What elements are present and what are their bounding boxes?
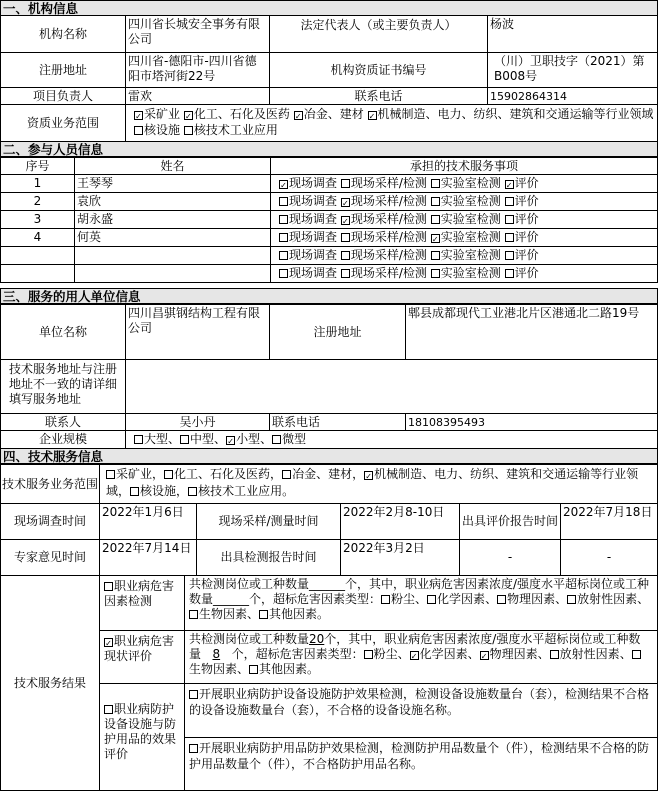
r1-factor-check-4[interactable] (567, 595, 576, 604)
size-options: 大型、 中型、✓ 小型、 微型 (125, 430, 658, 449)
qual-scope-options: ✓ 采矿业 ✓ 化工、石化及医药 ✓ 冶金、建材 ✓ 机械制造、电力、纺织、建筑和交通运输等行业领域 核设施 核技术工业应用 (125, 104, 658, 142)
tech-scope-check-6[interactable] (188, 487, 197, 496)
task-check[interactable] (505, 269, 514, 278)
task-label: 评价 (514, 248, 539, 262)
staff-row-no: 3 (0, 210, 75, 229)
r2-factor-check-1[interactable] (364, 650, 373, 659)
task-label: 评价 (514, 194, 539, 208)
r1-factor-check-6[interactable] (259, 610, 268, 619)
tech-scope-check-1[interactable] (106, 470, 115, 479)
client-name-label: 单位名称 (0, 304, 126, 360)
r2-count: 20 (309, 632, 325, 646)
task-check[interactable]: ✓ (431, 235, 439, 244)
r2-factor-check-2[interactable]: ✓ (410, 652, 418, 661)
eval-report-time-value: 2022年7月18日 (560, 503, 658, 540)
org-phone-label: 联系电话 (269, 87, 488, 105)
test-report-time-value: 2022年3月2日 (340, 539, 460, 576)
client-phone-value: 18108395493 (405, 413, 658, 431)
pm-label: 项目负责人 (0, 87, 126, 105)
expert-time-label: 专家意见时间 (0, 539, 100, 576)
tech-scope-check-4[interactable]: ✓ (365, 472, 372, 481)
task-check[interactable]: ✓ (280, 181, 287, 190)
task-label: 实验室检测 (440, 194, 501, 208)
r2-label-cell: ✓ 职业病危害现状评价 (99, 630, 185, 684)
expert-time-value: 2022年7月14日 (99, 539, 197, 576)
task-label: 现场调查 (289, 266, 338, 280)
dash-cell-1: - (459, 539, 561, 576)
test-report-time-label: 出具检测报告时间 (196, 539, 341, 576)
task-label: 现场采样/检测 (350, 176, 427, 190)
section-client-header: 三、服务的用人单位信息 (0, 288, 658, 304)
contact-value: 吴小丹 (125, 413, 270, 431)
tech-scope-check-3[interactable] (282, 470, 291, 479)
task-check[interactable] (505, 233, 514, 242)
task-label: 实验室检测 (440, 212, 501, 226)
task-check[interactable] (279, 215, 288, 224)
task-check[interactable] (505, 197, 514, 206)
qual-scope-check-4[interactable]: ✓ (368, 112, 376, 121)
task-check[interactable] (431, 179, 440, 188)
size-label: 企业规模 (0, 430, 126, 449)
qual-scope-label: 资质业务范围 (0, 104, 126, 142)
org-name-value: 四川省长城安全事务有限公司 (125, 15, 270, 53)
r1-label-cell: 职业病危害因素检测 (99, 575, 185, 631)
task-check[interactable] (505, 215, 514, 224)
r3-sub-check-1[interactable] (189, 690, 198, 699)
staff-row-tasks (270, 228, 658, 247)
task-label: 实验室检测 (440, 230, 501, 244)
staff-col-name: 姓名 (74, 157, 271, 175)
size-check-1[interactable] (134, 435, 143, 444)
contact-label: 联系人 (0, 413, 126, 431)
client-addr-label: 注册地址 (269, 304, 406, 360)
task-check[interactable] (431, 215, 440, 224)
task-label: 现场调查 (289, 230, 338, 244)
task-check[interactable] (431, 197, 440, 206)
r3-text-1: 开展职业病防护设备设施防护效果检测，检测设备设施数量台（套），检测结果不合格的设备设施数量台（套），不合格的设备设施名称。 (184, 683, 658, 738)
staff-col-tasks: 承担的技术服务事项 (270, 157, 658, 175)
task-label: 现场采样/检测 (350, 248, 427, 262)
task-label: 实验室检测 (440, 266, 501, 280)
task-label: 现场采样/检测 (350, 230, 427, 244)
r1-factor-check-1[interactable] (381, 595, 390, 604)
staff-row-no (0, 264, 75, 283)
cert-no-label: 机构资质证书编号 (269, 52, 488, 88)
task-check[interactable] (279, 197, 288, 206)
r2-text: 共检测岗位或工种数量20个，其中，职业病危害因素浓度/强度水平超标岗位或工种数量 8 个，超标危害因素类型： 粉尘、✓ 化学因素、✓ 物理因素、 放射性因素、生物因素、 其他因素。 (184, 630, 658, 684)
staff-row-tasks (270, 210, 658, 229)
r2-factor-check-6[interactable] (249, 665, 258, 674)
task-check[interactable] (505, 251, 514, 260)
section-tech-header: 四、技术服务信息 (0, 448, 658, 464)
staff-row-no (0, 246, 75, 265)
task-check[interactable] (341, 269, 350, 278)
r2-factor-check-5[interactable] (632, 650, 641, 659)
cert-no-value: （川）卫职技字（2021）第B008号 (487, 52, 658, 88)
survey-time-value: 2022年1月6日 (99, 503, 197, 540)
task-check[interactable] (431, 251, 440, 260)
tech-scope-label: 技术服务业务范围 (0, 464, 100, 504)
r3-label-cell: 职业病防护设备设施与防护用品的效果评价 (99, 683, 185, 791)
legal-rep-label: 法定代表人（或主要负责人） (269, 15, 488, 53)
task-check[interactable] (341, 251, 350, 260)
task-check[interactable]: ✓ (341, 217, 349, 226)
results-label: 技术服务结果 (0, 575, 100, 791)
task-label: 评价 (514, 176, 539, 190)
service-addr-label: 技术服务地址与注册地址不一致的请详细填写服务地址 (0, 359, 126, 414)
task-check[interactable] (341, 233, 350, 242)
org-phone-value: 15902864314 (487, 87, 658, 105)
qual-scope-check-3[interactable]: ✓ (294, 112, 302, 121)
client-addr-value: 郫县成都现代工业港北片区港通北二路19号 (405, 304, 658, 360)
staff-row-no: 1 (0, 174, 75, 193)
size-check-3[interactable]: ✓ (227, 437, 234, 446)
staff-row-no: 4 (0, 228, 75, 247)
staff-row-name (74, 246, 271, 265)
org-name-label: 机构名称 (0, 15, 126, 53)
staff-row-name: 胡永盛 (74, 210, 271, 229)
r3-text-2: 开展职业病防护用品防护效果检测，检测防护用品数量个（件），检测结果不合格的防护用品数量个（件），不合格防护用品名称。 (184, 737, 658, 791)
tech-scope-check-5[interactable] (130, 487, 139, 496)
dash-cell-2: - (560, 539, 658, 576)
r1-factor-check-5[interactable] (189, 610, 198, 619)
task-check[interactable]: ✓ (505, 181, 513, 190)
task-check[interactable] (279, 251, 288, 260)
staff-row-tasks (270, 192, 658, 211)
staff-row-tasks (270, 264, 658, 283)
task-check[interactable] (431, 269, 440, 278)
task-label: 现场采样/检测 (350, 266, 427, 280)
client-phone-label: 联系电话 (269, 413, 406, 431)
reg-addr-value: 四川省-德阳市-四川省德阳市塔河街22号 (125, 52, 270, 88)
r1-factor-check-3[interactable] (497, 595, 506, 604)
task-label: 评价 (514, 230, 539, 244)
task-label: 现场采样/检测 (350, 194, 427, 208)
qual-scope-check-2[interactable]: ✓ (184, 112, 192, 121)
task-label: 实验室检测 (440, 248, 501, 262)
task-label: 现场调查 (289, 176, 338, 190)
legal-rep-value: 杨波 (487, 15, 658, 53)
client-name-value: 四川昌骐钢结构工程有限公司 (125, 304, 270, 360)
task-label: 现场调查 (289, 248, 338, 262)
qual-scope-check-1[interactable]: ✓ (135, 112, 142, 121)
service-addr-value[interactable] (125, 359, 658, 414)
r2-factor-check-4[interactable] (550, 650, 559, 659)
size-check-2[interactable] (180, 435, 189, 444)
staff-row-name: 袁欣 (74, 192, 271, 211)
staff-row-name: 王琴琴 (74, 174, 271, 193)
tech-scope-options: 采矿业， 化工、石化及医药， 冶金、建材，✓ 机械制造、电力、纺织、建筑和交通运输等行业领域， 核设施， 核技术工业应用。 (99, 464, 658, 504)
r2-check[interactable]: ✓ (105, 639, 112, 648)
reg-addr-label: 注册地址 (0, 52, 126, 88)
r2-exceed: 8 (212, 647, 221, 661)
staff-row-name (74, 264, 271, 283)
staff-row-tasks (270, 174, 658, 193)
task-label: 现场调查 (289, 212, 338, 226)
size-check-4[interactable] (272, 435, 281, 444)
task-label: 实验室检测 (440, 176, 501, 190)
task-label: 评价 (514, 212, 539, 226)
qual-scope-check-6[interactable] (184, 126, 193, 135)
section-org-header: 一、机构信息 (0, 0, 658, 16)
survey-time-label: 现场调查时间 (0, 503, 100, 540)
staff-row-tasks (270, 246, 658, 265)
task-label: 评价 (514, 266, 539, 280)
task-check[interactable] (341, 179, 350, 188)
r3-check[interactable] (104, 705, 113, 714)
staff-row-no: 2 (0, 192, 75, 211)
task-check[interactable] (279, 269, 288, 278)
task-check[interactable]: ✓ (341, 199, 349, 208)
qual-scope-check-5[interactable] (134, 126, 143, 135)
task-label: 现场调查 (289, 194, 338, 208)
staff-row-name: 何英 (74, 228, 271, 247)
r1-factor-check-2[interactable] (427, 595, 436, 604)
sampling-time-value: 2022年2月8-10日 (340, 503, 460, 540)
tech-scope-check-2[interactable] (164, 470, 173, 479)
staff-col-no: 序号 (0, 157, 75, 175)
eval-report-time-label: 出具评价报告时间 (459, 503, 561, 540)
r1-check[interactable] (104, 582, 113, 591)
r3-sub-check-2[interactable] (189, 744, 198, 753)
pm-value: 雷欢 (125, 87, 270, 105)
r2-factor-check-3[interactable]: ✓ (480, 652, 488, 661)
task-check[interactable] (279, 233, 288, 242)
sampling-time-label: 现场采样/测量时间 (196, 503, 341, 540)
task-label: 现场采样/检测 (350, 212, 427, 226)
section-staff-header: 二、参与人员信息 (0, 141, 658, 157)
r1-text: 共检测岗位或工种数量______个，其中，职业病危害因素浓度/强度水平超标岗位或工种数量______个，超标危害因素类型： 粉尘、 化学因素、 物理因素、 放射性因素、生物因素、 其他因素。 (184, 575, 658, 631)
